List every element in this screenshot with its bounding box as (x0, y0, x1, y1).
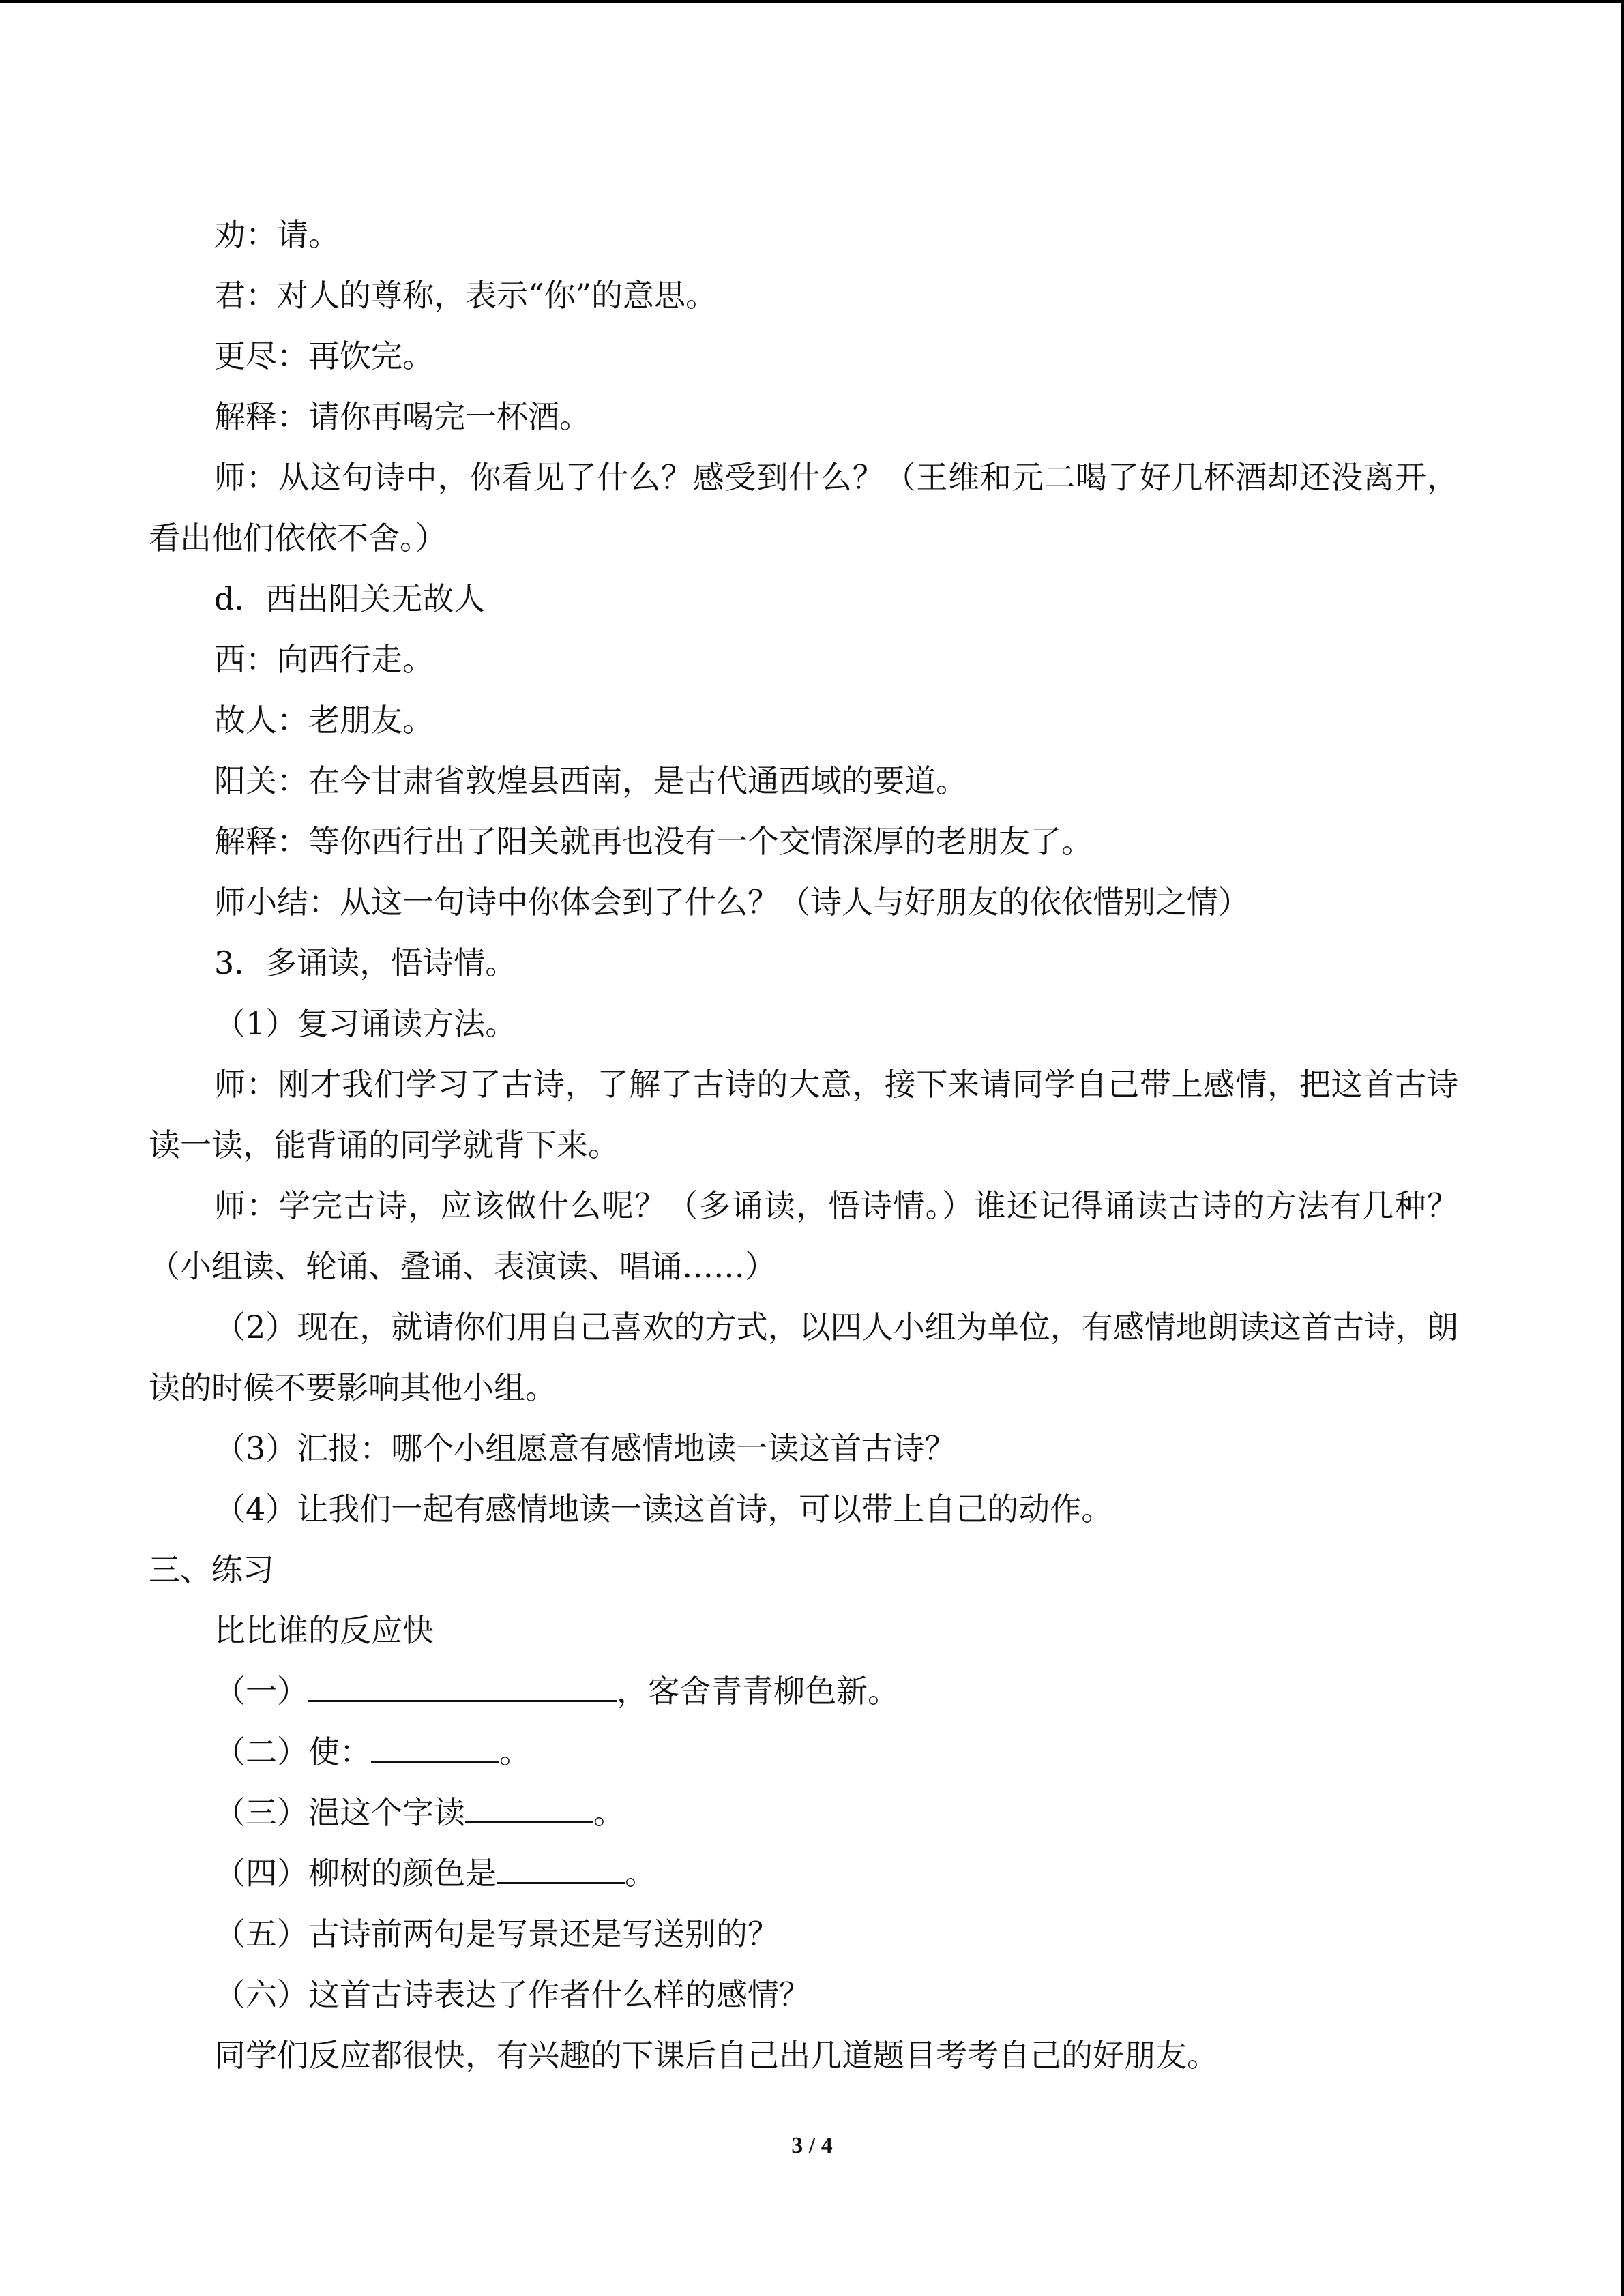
exercise-2 (149, 1722, 1458, 1783)
exercise-4-suffix: 。 (625, 1855, 656, 1892)
exercise-3-prefix: （三）浥这个字读 (214, 1794, 465, 1831)
page-border-top (0, 0, 1624, 3)
exercise-4-blank (497, 1855, 625, 1884)
exercise-3-suffix: 。 (593, 1794, 625, 1831)
exercise-1 (149, 1661, 1458, 1722)
exercise-5: （五）古诗前两句是写景还是写送别的？ (214, 1915, 779, 1952)
definition-guren: 故人：老朋友。 (214, 702, 434, 739)
explanation-line-3: 解释：请你再喝完一杯酒。 (214, 398, 591, 435)
definition-gengjin: 更尽：再饮完。 (214, 338, 434, 374)
exercise-4 (149, 1843, 1458, 1904)
step-4-read-together: （4）让我们一起有感情地读一读这首诗，可以带上自己的动作。 (214, 1491, 1113, 1527)
teacher-summary: 师小结：从这一句诗中你体会到了什么？（诗人与好朋友的依依惜别之情） (214, 884, 1250, 921)
definition-jun: 君：对人的尊称，表示“你”的意思。 (214, 277, 718, 314)
document-body (149, 205, 1458, 2086)
exercise-4-prefix: （四）柳树的颜色是 (214, 1855, 497, 1892)
closing-remark: 同学们反应都很快，有兴趣的下课后自己出几道题目考考自己的好朋友。 (214, 2037, 1218, 2074)
exercise-2-prefix: （二）使： (214, 1733, 371, 1770)
definition-yangguan: 阳关：在今甘肃省敦煌县西南，是古代通西域的要道。 (214, 762, 967, 799)
step-2-group-reading: （2）现在，就请你们用自己喜欢的方式，以四人小组为单位，有感情地朗读这首古诗，朗读的时候不要影响其他小组。 (149, 1309, 1458, 1406)
section-3-heading: 3．多诵读，悟诗情。 (214, 944, 517, 981)
definition-quan: 劝：请。 (214, 216, 340, 253)
teacher-instruction: 师：刚才我们学习了古诗，了解了古诗的大意，接下来请同学自己带上感情，把这首古诗读一读，能背诵的同学就背下来。 (149, 1066, 1458, 1163)
page-border-right (1621, 0, 1624, 2296)
exercise-1-prefix: （一） (214, 1673, 308, 1710)
teacher-question-methods: 师：学完古诗，应该做什么呢？（多诵读，悟诗情。）谁还记得诵读古诗的方法有几种？（小组读、轮诵、叠诵、表演读、唱诵……） (149, 1187, 1458, 1285)
exercise-3-blank (465, 1794, 593, 1823)
exercise-2-suffix: 。 (499, 1733, 531, 1770)
practice-intro: 比比谁的反应快 (214, 1612, 434, 1649)
teacher-question-line-3: 师：从这句诗中，你看见了什么？感受到什么？（王维和元二喝了好几杯酒却还没离开，看出他们依依不舍。） (149, 459, 1458, 556)
exercise-1-blank (308, 1673, 617, 1702)
exercise-3 (149, 1783, 1458, 1843)
step-3-report: （3）汇报：哪个小组愿意有感情地读一读这首古诗？ (214, 1430, 956, 1467)
exercise-6: （六）这首古诗表达了作者什么样的感情？ (214, 1976, 810, 2013)
page-number: 3 / 4 (791, 2133, 833, 2158)
exercise-2-blank (371, 1733, 499, 1763)
definition-xi: 西：向西行走。 (214, 641, 434, 678)
step-1-review: （1）复习诵读方法。 (214, 1005, 517, 1042)
section-practice-heading: 三、练习 (149, 1551, 274, 1588)
poem-line-4-heading: d．西出阳关无故人 (214, 580, 486, 617)
exercise-1-suffix: ，客舍青青柳色新。 (617, 1673, 899, 1710)
explanation-line-4: 解释：等你西行出了阳关就再也没有一个交情深厚的老朋友了。 (214, 823, 1093, 860)
